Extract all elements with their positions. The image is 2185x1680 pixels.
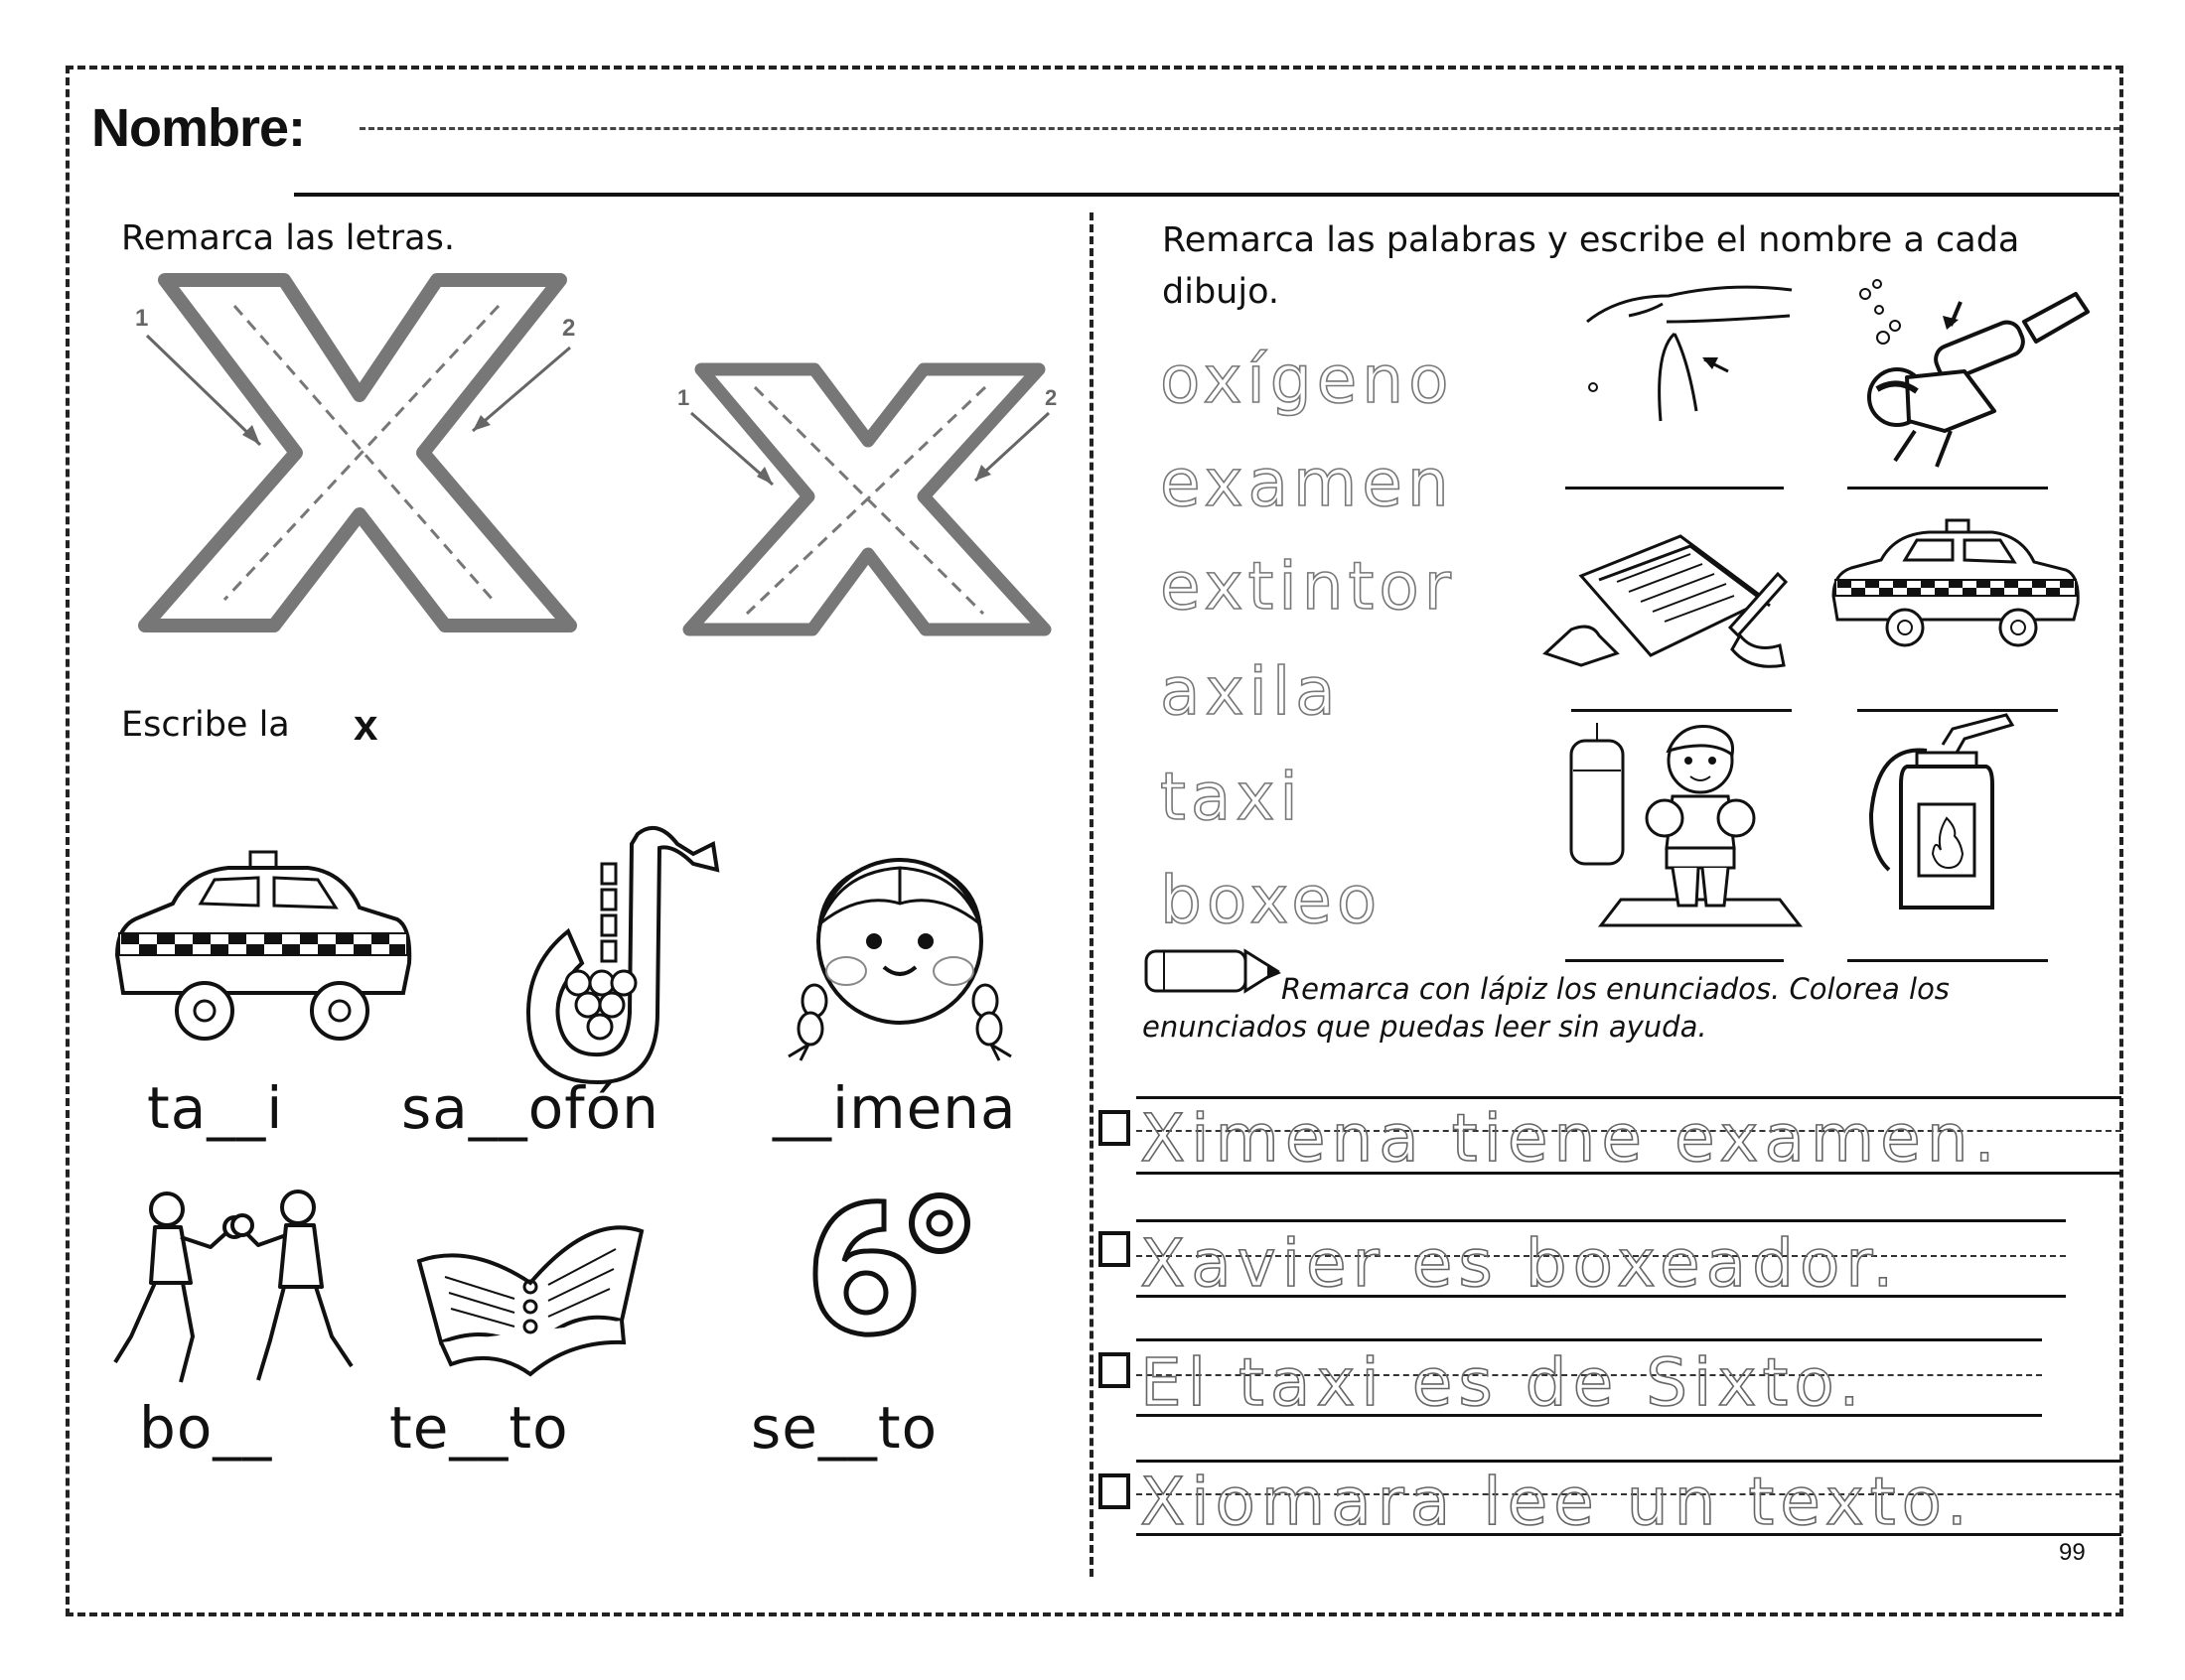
diver-oxygen-icon xyxy=(1855,282,2094,471)
trace-sentence-1[interactable]: Ximena tiene examen. xyxy=(1140,1100,2001,1177)
pencil-icon xyxy=(1142,945,1285,997)
trace-sentence-3[interactable]: El taxi es de Sixto. xyxy=(1140,1344,1866,1421)
svg-text:2: 2 xyxy=(1045,385,1058,410)
sentence-1-top-line xyxy=(1136,1096,2121,1099)
sentence-4-top-line xyxy=(1136,1460,2121,1463)
armpit-icon xyxy=(1579,272,1798,431)
exam-icon xyxy=(1541,526,1790,675)
book-icon xyxy=(411,1203,650,1382)
svg-text:1: 1 xyxy=(677,385,690,410)
svg-text:2: 2 xyxy=(562,315,576,342)
instruction-trace-words-line1: Remarca las palabras y escribe el nombre a cada xyxy=(1162,220,2020,260)
target-letter: x xyxy=(354,701,378,750)
taxi-small-icon xyxy=(1827,516,2086,647)
column-divider xyxy=(1090,212,1093,1577)
trace-word-boxeo[interactable]: boxeo xyxy=(1160,862,1383,938)
trace-sentence-2[interactable]: Xavier es boxeador. xyxy=(1140,1225,1900,1302)
lowercase-x-trace-icon xyxy=(675,365,1063,633)
page-number: 99 xyxy=(2059,1539,2086,1566)
instruction-sentences-line2: enunciados que puedas leer sin ayuda. xyxy=(1142,1010,1707,1044)
uppercase-x-trace-icon xyxy=(125,276,592,633)
trace-word-extintor[interactable]: extintor xyxy=(1160,548,1456,625)
boxers-icon xyxy=(111,1188,360,1386)
saxophone-icon xyxy=(518,814,717,1092)
svg-text:1: 1 xyxy=(135,305,149,332)
boxer-punching-bag-icon xyxy=(1561,721,1800,929)
girl-face-icon xyxy=(781,842,1019,1060)
trace-word-taxi[interactable]: taxi xyxy=(1160,759,1303,835)
word-fill-ximena[interactable]: __imena xyxy=(773,1074,1017,1142)
answer-line-exam[interactable] xyxy=(1571,709,1792,712)
word-fill-taxi[interactable]: ta__i xyxy=(147,1074,284,1142)
answer-line-extinguisher[interactable] xyxy=(1847,959,2048,962)
instruction-trace-letters: Remarca las letras. xyxy=(121,218,455,258)
answer-line-boxer[interactable] xyxy=(1565,959,1784,962)
instruction-sentences-line1: Remarca con lápiz los enunciados. Colorea los xyxy=(1281,972,1950,1006)
name-dashed-line[interactable] xyxy=(360,127,2119,130)
sentence-3-top-line xyxy=(1136,1338,2042,1341)
instruction-write-letter: Escribe la xyxy=(121,705,290,745)
sentence-2-checkbox[interactable] xyxy=(1098,1231,1130,1267)
name-label: Nombre: xyxy=(91,98,306,158)
sentence-1-checkbox[interactable] xyxy=(1098,1110,1130,1146)
answer-line-diver[interactable] xyxy=(1847,487,2048,490)
answer-line-armpit[interactable] xyxy=(1565,487,1784,490)
sentence-3-checkbox[interactable] xyxy=(1098,1352,1130,1388)
instruction-trace-words-line2: dibujo. xyxy=(1162,272,1279,312)
trace-word-axila[interactable]: axila xyxy=(1160,653,1341,730)
word-fill-texto[interactable]: te__to xyxy=(389,1394,569,1462)
trace-word-oxigeno[interactable]: oxígeno xyxy=(1160,342,1454,418)
word-fill-sexto[interactable]: se__to xyxy=(751,1394,939,1462)
sentence-4-checkbox[interactable] xyxy=(1098,1473,1130,1509)
answer-line-taxi[interactable] xyxy=(1857,709,2058,712)
sentence-2-top-line xyxy=(1136,1219,2066,1222)
sixth-degree-icon xyxy=(799,1188,977,1346)
trace-sentence-4[interactable]: Xiomara lee un texto. xyxy=(1140,1464,1973,1540)
taxi-icon xyxy=(109,844,417,1043)
word-fill-saxofon[interactable]: sa__ofón xyxy=(401,1074,659,1142)
fire-extinguisher-icon xyxy=(1857,705,2056,923)
word-fill-box[interactable]: bo__ xyxy=(139,1394,273,1462)
name-underline xyxy=(294,193,2119,197)
trace-word-examen[interactable]: examen xyxy=(1160,445,1454,521)
